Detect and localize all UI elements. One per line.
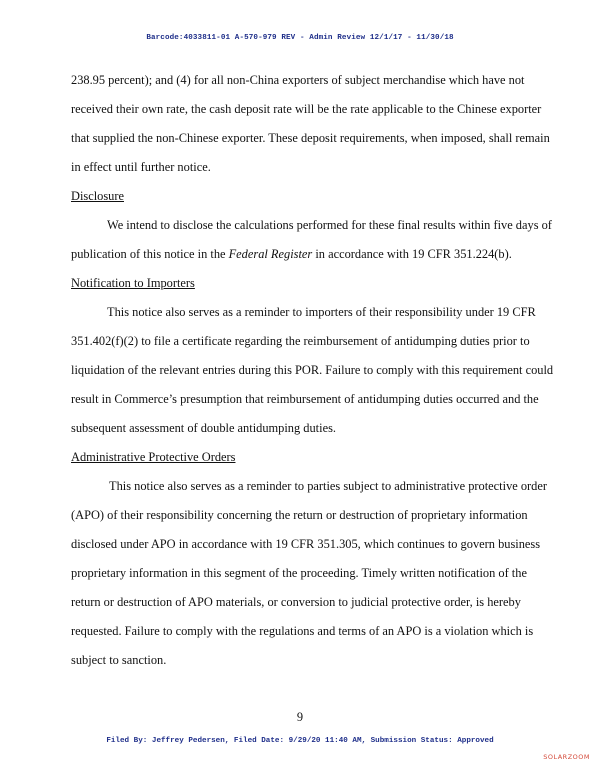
body-line: subject to sanction. (71, 653, 167, 667)
body-line: return or destruction of APO materials, or conversion to judicial protective order, is hereby (71, 595, 521, 609)
section-heading-disclosure: Disclosure (71, 189, 124, 203)
body-line (71, 240, 531, 269)
body-line: requested. Failure to comply with the regulations and terms of an APO is a violation which is (71, 624, 534, 638)
document-body (71, 66, 554, 675)
body-line: that supplied the non-Chinese exporter. These deposit requirements, when imposed, shall remain (71, 131, 550, 145)
section-heading-importers: Notification to Importers (71, 276, 195, 290)
body-line: proprietary information in this segment of the proceeding. Timely written notification of the (71, 566, 527, 580)
federal-register-italic: Federal Register (228, 247, 313, 261)
body-line: result in Commerce’s presumption that reimbursement of antidumping duties occurred and the (71, 392, 539, 406)
body-line: disclosed under APO in accordance with 19 CFR 351.305, which continues to govern business (71, 537, 541, 551)
body-line: This notice also serves as a reminder to importers of their responsibility under 19 CFR (107, 305, 536, 319)
body-line: This notice also serves as a reminder to parties subject to administrative protective order (109, 479, 548, 493)
filing-footer: Filed By: Jeffrey Pedersen, Filed Date: 9/29/20 11:40 AM, Submission Status: Approved (106, 737, 494, 745)
body-line: 238.95 percent); and (4) for all non-China exporters of subject merchandise which have not (71, 73, 525, 87)
body-text: in accordance with 19 CFR 351.224(b). (312, 247, 512, 261)
page-number: 9 (296, 710, 304, 724)
barcode-header: Barcode:4033811-01 A-570-979 REV - Admin Review 12/1/17 - 11/30/18 (146, 34, 454, 42)
section-heading-apo: Administrative Protective Orders (71, 450, 236, 464)
body-line: (APO) of their responsibility concerning the return or destruction of proprietary information (71, 508, 528, 522)
body-line: liquidation of the relevant entries during this POR. Failure to comply with this requirement could (71, 363, 554, 377)
body-line: 351.402(f)(2) to file a certificate regarding the reimbursement of antidumping duties prior to (71, 334, 530, 348)
body-text: publication of this notice in the (71, 247, 229, 261)
watermark: SOLARZOOM (543, 753, 590, 761)
body-line: subsequent assessment of double antidumping duties. (71, 421, 336, 435)
body-line: We intend to disclose the calculations performed for these final results within five days of (107, 218, 552, 232)
body-line: in effect until further notice. (71, 160, 211, 174)
body-line: received their own rate, the cash deposit rate will be the rate applicable to the Chinese exporter (71, 102, 542, 116)
